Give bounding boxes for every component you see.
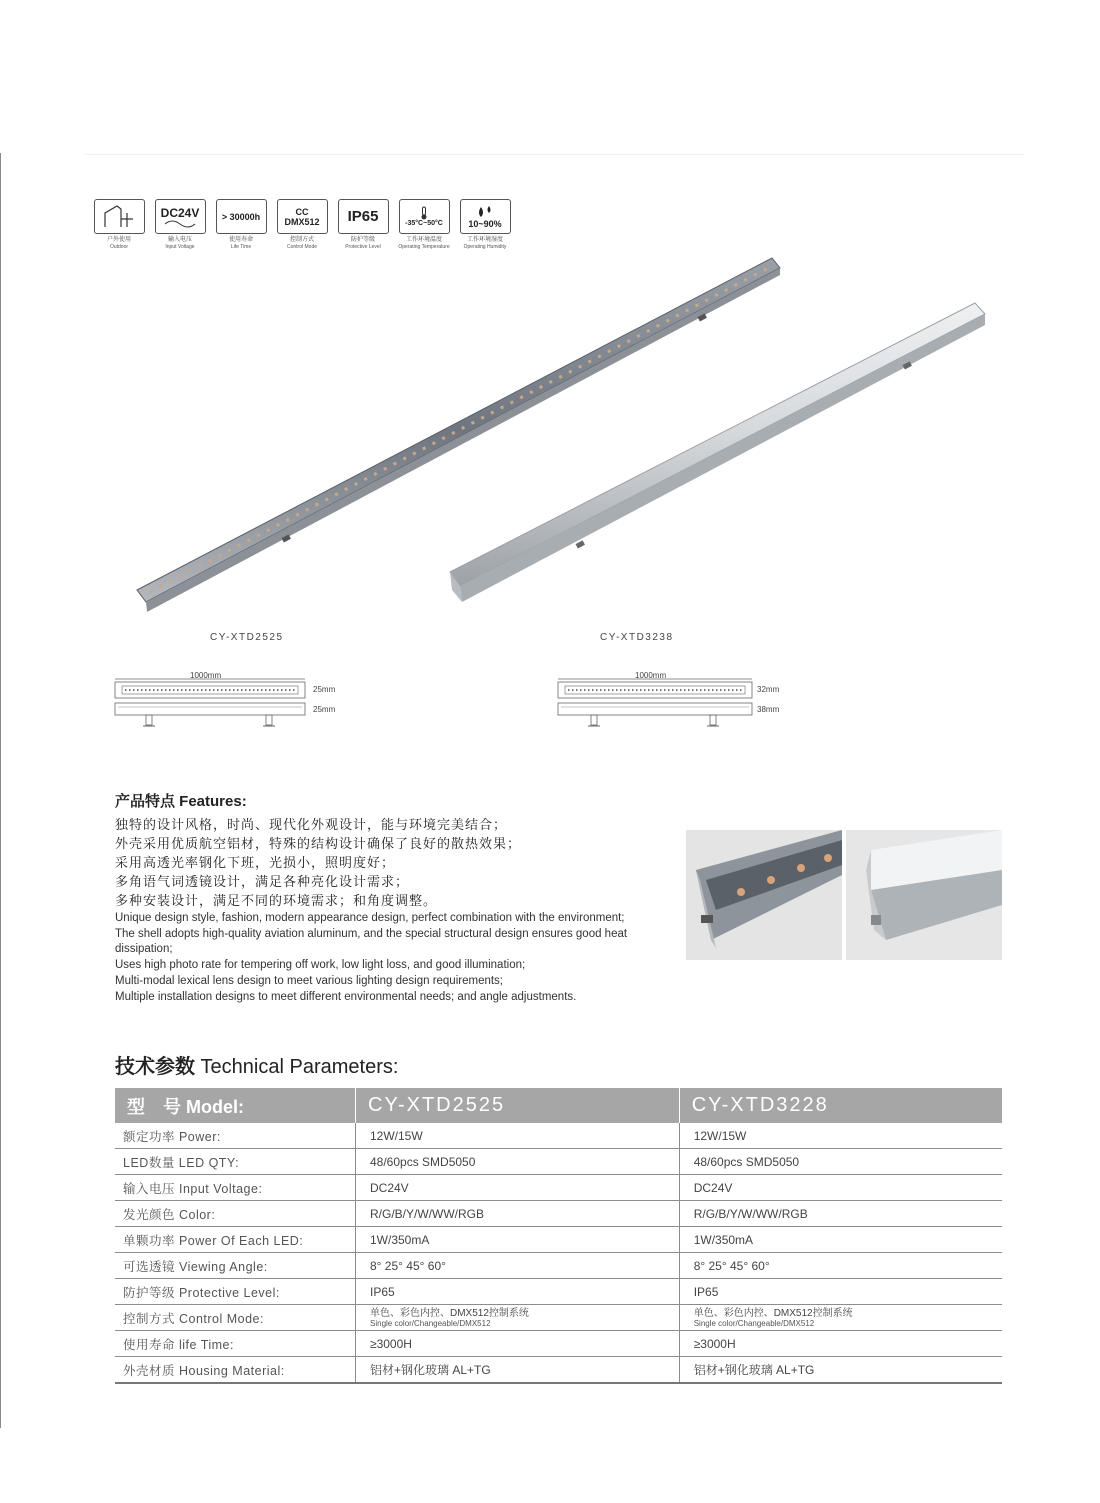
row-label: 外壳材质 Housing Material: — [115, 1357, 356, 1384]
table-row — [115, 1123, 1002, 1149]
feature-cn-item: 多角语气词透镜设计，满足各种亮化设计需求； — [115, 874, 410, 889]
feature-cn-item: 采用高透光率钢化下班，光损小，照明度好； — [115, 855, 396, 870]
features-en-list — [115, 911, 675, 1005]
row-value-a: DC24V — [356, 1175, 680, 1201]
row-value-b: IP65 — [679, 1279, 1002, 1305]
row-label: 可选透镜 Viewing Angle: — [115, 1253, 356, 1279]
table-row — [115, 1305, 1002, 1331]
right-length-dim: 1000mm — [635, 671, 667, 680]
table-row — [115, 1201, 1002, 1227]
feature-en-item: Multiple installation designs to meet different environmental needs; and angle adjustments. — [115, 990, 577, 1003]
row-label: 发光颜色 Color: — [115, 1201, 356, 1227]
lifetime-value: > 30000h — [221, 211, 261, 222]
left-length-dim: 1000mm — [190, 671, 222, 680]
temperature-caption-cn: 工作环境温度 — [405, 237, 442, 243]
tech-title-en: Technical Parameters: — [195, 1056, 399, 1078]
row-value-a: IP65 — [356, 1279, 680, 1305]
voltage-caption-cn: 输入电压 — [167, 237, 192, 243]
feature-en-item: Unique design style, fashion, modern appearance design, perfect combination with the environment; — [115, 912, 625, 924]
temperature-value: -35°C~50°C — [405, 220, 443, 227]
table-row — [115, 1253, 1002, 1279]
control-mode-cn-b: 单色、彩色内控、DMX512控制系统 — [693, 1307, 853, 1319]
row-value-b: ≥3000H — [679, 1331, 1002, 1357]
row-value-a: 铝材+钢化玻璃 AL+TG — [356, 1357, 680, 1384]
tech-params-table — [115, 1088, 1002, 1384]
closeup-photo-led — [686, 830, 842, 960]
control-caption-cn: 控制方式 — [289, 237, 314, 243]
row-value-b: 1W/350mA — [679, 1227, 1002, 1253]
header-model-b: CY-XTD3228 — [679, 1088, 1002, 1123]
feature-cn-item: 外壳采用优质航空铝材，特殊的结构设计确保了良好的散热效果； — [115, 836, 522, 851]
control-mode-en-b: Single color/Changeable/DMX512 — [693, 1318, 815, 1328]
control-caption-en: Control Mode — [286, 244, 317, 250]
header-model-label: 型 号 Model: — [115, 1088, 356, 1123]
table-row — [115, 1175, 1002, 1201]
row-value-b: 48/60pcs SMD5050 — [679, 1149, 1002, 1175]
row-value-b: 8° 25° 45° 60° — [679, 1253, 1002, 1279]
humidity-caption-cn: 工作环境湿度 — [466, 237, 503, 243]
tech-params-title — [115, 1050, 398, 1079]
row-label: 输入电压 Input Voltage: — [115, 1175, 356, 1201]
feature-en-item: Uses high photo rate for tempering off work, low light loss, and good illumination; — [115, 959, 526, 972]
control-mode-cn-a: 单色、彩色内控、DMX512控制系统 — [370, 1307, 529, 1319]
voltage-value: DC24V — [160, 205, 200, 220]
row-value-a: 48/60pcs SMD5050 — [356, 1149, 680, 1175]
row-value-a: ≥3000H — [356, 1331, 680, 1357]
row-value-b: 12W/15W — [679, 1123, 1002, 1149]
feature-cn-item: 多种安装设计，满足不同的环境需求；和角度调整。 — [115, 893, 438, 908]
right-width-dim: 38mm — [757, 705, 780, 714]
outdoor-caption-en: Outdoor — [109, 244, 129, 250]
led-bar-xtd3238 — [450, 303, 985, 602]
row-value-a — [356, 1305, 680, 1331]
product-label-right: CY-XTD3238 — [600, 632, 674, 643]
row-value-b: R/G/B/Y/W/WW/RGB — [679, 1201, 1002, 1227]
row-value-a: 12W/15W — [356, 1123, 680, 1149]
temperature-caption-en: Operating Temperature — [398, 244, 450, 250]
led-bar-xtd2525 — [137, 258, 780, 612]
table-row — [115, 1279, 1002, 1305]
row-label: 单颗功率 Power Of Each LED: — [115, 1227, 356, 1253]
row-value-a: 8° 25° 45° 60° — [356, 1253, 680, 1279]
features-cn-list — [115, 815, 521, 910]
humidity-value: 10~90% — [468, 218, 502, 229]
ip-caption-en: Protective Level — [345, 244, 381, 250]
humidity-caption-en: Operating Humidity — [463, 244, 507, 250]
left-height-dim: 25mm — [313, 685, 336, 694]
lifetime-caption-en: Life Time — [230, 244, 252, 250]
left-width-dim: 25mm — [313, 705, 336, 714]
row-label: 控制方式 Control Mode: — [115, 1305, 356, 1331]
row-value-a: R/G/B/Y/W/WW/RGB — [356, 1201, 680, 1227]
closeup-photo-frosted — [846, 830, 1002, 960]
feature-cn-item: 独特的设计风格，时尚、现代化外观设计，能与环境完美结合； — [115, 817, 508, 832]
row-label: 额定功率 Power: — [115, 1123, 356, 1149]
row-label: LED数量 LED QTY: — [115, 1149, 356, 1175]
ip-value: IP65 — [347, 208, 379, 225]
table-header-row — [115, 1088, 1002, 1123]
row-value-b: DC24V — [679, 1175, 1002, 1201]
feature-en-item: The shell adopts high-quality aviation aluminum, and the special structural design ensures good heat dissipation; — [115, 927, 628, 956]
control-mode-en-a: Single color/Changeable/DMX512 — [370, 1318, 491, 1328]
dimension-drawing-right — [558, 679, 752, 726]
features-title: 产品特点 Features: — [115, 793, 247, 810]
lifetime-caption-cn: 使用寿命 — [228, 237, 253, 243]
ip-caption-cn: 防护等级 — [350, 237, 375, 243]
tech-title-cn: 技术参数 — [115, 1056, 195, 1078]
row-label: 防护等级 Protective Level: — [115, 1279, 356, 1305]
header-model-a: CY-XTD2525 — [356, 1088, 680, 1123]
table-row — [115, 1149, 1002, 1175]
table-row — [115, 1331, 1002, 1357]
control-value: CC DMX512 — [284, 206, 320, 227]
row-value-b — [679, 1305, 1002, 1331]
table-row — [115, 1357, 1002, 1384]
outdoor-caption-cn: 户外使用 — [106, 237, 131, 243]
feature-en-item: Multi-modal lexical lens design to meet various lighting design requirements; — [115, 974, 503, 987]
row-label: 使用寿命 life Time: — [115, 1331, 356, 1357]
row-value-b: 铝材+钢化玻璃 AL+TG — [679, 1357, 1002, 1384]
right-height-dim: 32mm — [757, 685, 780, 694]
product-label-left: CY-XTD2525 — [210, 632, 284, 643]
row-value-a: 1W/350mA — [356, 1227, 680, 1253]
voltage-caption-en: Input Voltage — [165, 244, 195, 250]
dimension-drawing-left — [115, 679, 305, 726]
table-row — [115, 1227, 1002, 1253]
